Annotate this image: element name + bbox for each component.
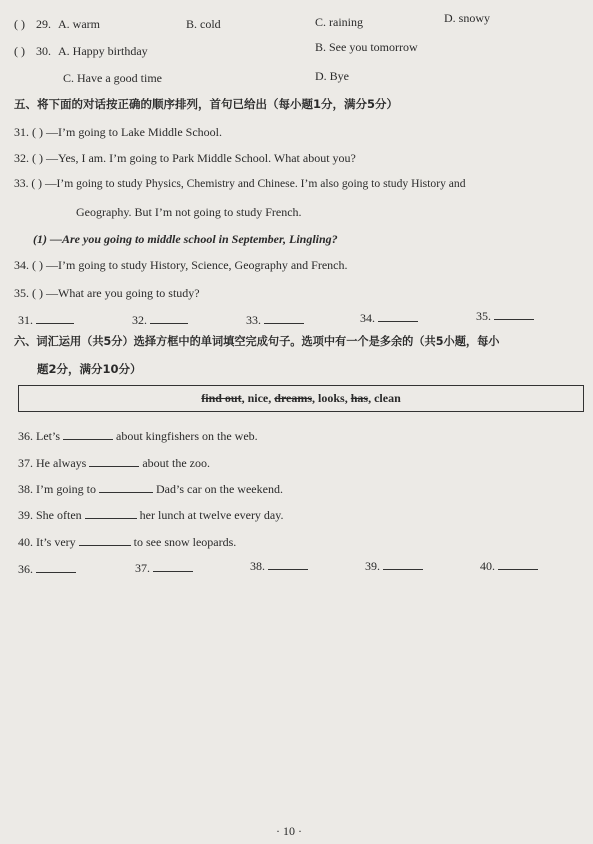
s5-answer-35: [476, 309, 534, 323]
word-nice: nice: [247, 391, 269, 405]
s5-item-32: [14, 151, 356, 165]
answer-blank[interactable]: [36, 313, 74, 324]
answer-paren[interactable]: ( ): [32, 125, 43, 139]
word-dreams: dreams: [274, 391, 313, 405]
item-number: 31.: [14, 125, 29, 139]
item-number: 40.: [18, 535, 33, 549]
item-text-before: It’s very: [36, 535, 76, 549]
fill-blank[interactable]: [63, 429, 113, 440]
s5-item-35: [14, 286, 200, 300]
s6-answer-40: [480, 559, 538, 573]
answer-blank[interactable]: [150, 313, 188, 324]
word-looks: looks: [318, 391, 345, 405]
s5-item-33-continued: Geography. But I’m not going to study French.: [76, 205, 302, 219]
s6-item-38: [18, 482, 283, 496]
fill-blank[interactable]: [89, 456, 139, 467]
item-text-after: her lunch at twelve every day.: [139, 508, 284, 522]
item-number: 36.: [18, 429, 33, 443]
word-separator: ,: [368, 391, 375, 405]
word-separator: ,: [268, 391, 275, 405]
s6-answer-38: [250, 559, 308, 573]
answer-blank[interactable]: [36, 562, 76, 573]
answer-label: 39.: [365, 559, 380, 573]
answer-label: 33.: [246, 313, 261, 327]
item-number: 35.: [14, 286, 29, 300]
item-text-after: about kingfishers on the web.: [116, 429, 258, 443]
answer-label: 34.: [360, 311, 375, 325]
answer-label: 36.: [18, 562, 33, 576]
item-number: 39.: [18, 508, 33, 522]
s6-item-37: [18, 456, 210, 470]
answer-paren[interactable]: ( ): [32, 258, 43, 272]
fill-blank[interactable]: [99, 482, 153, 493]
answer-paren[interactable]: ( ): [32, 286, 43, 300]
q30-option-a: A. Happy birthday: [58, 44, 148, 58]
answer-label: 32.: [132, 313, 147, 327]
word-find-out: find out: [201, 391, 242, 405]
answer-paren[interactable]: ( ): [31, 177, 43, 190]
item-text-after: about the zoo.: [142, 456, 210, 470]
item-text-before: She often: [36, 508, 82, 522]
s5-answer-34: [360, 311, 418, 325]
q30-option-b: B. See you tomorrow: [315, 40, 418, 54]
answer-blank[interactable]: [268, 559, 308, 570]
item-number: 34.: [14, 258, 29, 272]
answer-paren[interactable]: ( ): [32, 151, 43, 165]
s6-item-36: [18, 429, 258, 443]
item-text-after: to see snow leopards.: [133, 535, 237, 549]
answer-blank[interactable]: [383, 559, 423, 570]
s5-answer-31: [18, 313, 74, 327]
q29-paren[interactable]: ( ): [14, 17, 25, 31]
item-text: —I’m going to study Physics, Chemistry and Chinese. I’m also going to study History and: [44, 177, 466, 190]
q30-option-d: D. Bye: [315, 69, 349, 83]
word-separator: ,: [344, 391, 351, 405]
item-text-before: Let’s: [36, 429, 60, 443]
s5-item-34: [14, 258, 348, 272]
q30-number: 30.: [36, 44, 51, 58]
item-number: 38.: [18, 482, 33, 496]
answer-label: 37.: [135, 561, 150, 575]
item-text: —What are you going to study?: [46, 286, 200, 300]
answer-label: 40.: [480, 559, 495, 573]
q29-option-b: B. cold: [186, 17, 221, 31]
q29-option-a: A. warm: [58, 17, 100, 31]
s6-answer-39: [365, 559, 423, 573]
s6-item-39: [18, 508, 283, 522]
section6-heading-line1: 六、词汇运用（共5分）选择方框中的单词填空完成句子。选项中有一个是多余的（共5小题，每小: [14, 335, 500, 348]
fill-blank[interactable]: [79, 535, 131, 546]
item-text: —I’m going to Lake Middle School.: [46, 125, 222, 139]
q29-number: 29.: [36, 17, 51, 31]
answer-blank[interactable]: [378, 311, 418, 322]
item-number: 32.: [14, 151, 29, 165]
answer-blank[interactable]: [498, 559, 538, 570]
page-number: · 10 ·: [276, 824, 302, 838]
answer-blank[interactable]: [264, 313, 304, 324]
s5-item-31: [14, 125, 222, 139]
word-clean: clean: [374, 391, 401, 405]
word-has: has: [350, 391, 369, 405]
q30-option-c: C. Have a good time: [63, 71, 162, 85]
item-text-before: He always: [36, 456, 87, 470]
answer-blank[interactable]: [494, 309, 534, 320]
s6-item-40: [18, 535, 236, 549]
item-text-after: Dad’s car on the weekend.: [156, 482, 283, 496]
q30-paren[interactable]: ( ): [14, 44, 25, 58]
answer-label: 38.: [250, 559, 265, 573]
answer-blank[interactable]: [153, 561, 193, 572]
section6-heading-line2: 题2分，满分10分）: [37, 362, 142, 376]
s5-answer-32: [132, 313, 188, 327]
answer-label: 31.: [18, 313, 33, 327]
item-text: —I’m going to study History, Science, Geography and French.: [46, 258, 348, 272]
fill-blank[interactable]: [85, 508, 137, 519]
item-number: 37.: [18, 456, 33, 470]
word-separator: ,: [241, 391, 248, 405]
section5-heading: 五、将下面的对话按正确的顺序排列，首句已给出（每小题1分，满分5分）: [14, 97, 398, 111]
s5-item-33: [14, 177, 466, 191]
s6-answer-37: [135, 561, 193, 575]
word-bank-box: [18, 385, 584, 412]
s6-answer-36: [18, 562, 76, 576]
word-separator: ,: [312, 391, 319, 405]
q29-option-c: C. raining: [315, 15, 363, 29]
s5-answer-33: [246, 313, 304, 327]
item-text-before: I’m going to: [36, 482, 96, 496]
s5-dialog-first-line: (1) —Are you going to middle school in September, Lingling?: [33, 232, 338, 246]
item-text: —Yes, I am. I’m going to Park Middle School. What about you?: [46, 151, 356, 165]
q29-option-d: D. snowy: [444, 11, 491, 25]
item-number: 33.: [14, 177, 29, 190]
answer-label: 35.: [476, 309, 491, 323]
